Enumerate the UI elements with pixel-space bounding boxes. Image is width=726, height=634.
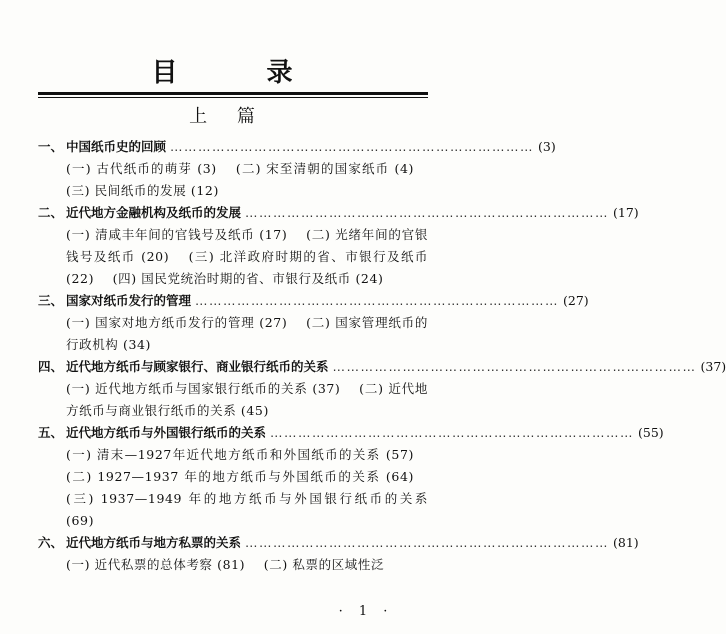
section-title: 国家对纸币发行的管理 <box>66 293 192 308</box>
toc-subsection[interactable]: (三) 1937—1949 年的地方纸币与外国银行纸币的关系 (69) <box>66 491 428 528</box>
toc-subsection[interactable]: (四) 国民党统治时期的省、市银行及纸币 (24) <box>112 271 384 286</box>
toc-subsection[interactable]: (二) 宋至清朝的国家纸币 (4) <box>235 161 414 176</box>
toc-subsections <box>66 158 428 202</box>
section-page: (37) <box>700 359 726 374</box>
toc-subsection[interactable]: (一) 清末—1927年近代地方纸币和外国纸币的关系 (57) <box>66 447 414 462</box>
toc-section[interactable] <box>38 532 639 554</box>
section-page: (27) <box>563 293 589 308</box>
leader-dots: …………………………………………………………………… <box>245 535 610 550</box>
toc-subsection[interactable]: (二) 1927—1937 年的地方纸币与外国纸币的关系 (64) <box>66 469 414 484</box>
toc-section[interactable] <box>38 356 726 378</box>
section-number: 四、 <box>38 359 64 374</box>
title-rule-thin <box>38 97 428 98</box>
toc-subsection[interactable]: (一) 古代纸币的萌芽 (3) <box>66 161 217 176</box>
leader-dots: …………………………………………………………………… <box>195 293 560 308</box>
table-of-contents <box>38 136 726 576</box>
section-number: 二、 <box>38 205 64 220</box>
toc-subsection[interactable]: (三) 北洋政府时期的省、市银行及纸币 (22) <box>66 249 428 286</box>
section-number: 五、 <box>38 425 64 440</box>
toc-section[interactable] <box>38 290 589 312</box>
toc-subsection[interactable]: (三) 民间纸币的发展 (12) <box>66 183 219 198</box>
toc-subsection[interactable]: (二) 近代地方纸币与商业银行纸币的关系 (45) <box>66 381 428 418</box>
toc-section[interactable] <box>38 202 639 224</box>
section-page: (55) <box>638 425 664 440</box>
toc-subsections <box>66 312 428 356</box>
section-title: 近代地方纸币与地方私票的关系 <box>66 535 242 550</box>
leader-dots: …………………………………………………………………… <box>245 205 610 220</box>
toc-subsection[interactable]: (一) 近代私票的总体考察 (81) <box>66 557 246 572</box>
toc-subsection[interactable]: (一) 清咸丰年间的官钱号及纸币 (17) <box>66 227 288 242</box>
section-page: (17) <box>613 205 639 220</box>
section-page: (81) <box>613 535 639 550</box>
section-number: 六、 <box>38 535 64 550</box>
toc-subsections <box>66 224 428 290</box>
section-title: 中国纸币史的回顾 <box>66 139 167 154</box>
toc-subsection[interactable]: (二) 私票的区域性泛 <box>263 557 385 572</box>
section-page: (3) <box>538 139 556 154</box>
part-heading: 上 篇 <box>189 106 267 127</box>
toc-subsections <box>66 554 428 576</box>
toc-subsection[interactable]: (一) 国家对地方纸币发行的管理 (27) <box>66 315 288 330</box>
title-rule-thick <box>38 92 428 95</box>
section-title: 近代地方纸币与外国银行纸币的关系 <box>66 425 267 440</box>
leader-dots: …………………………………………………………………… <box>332 359 697 374</box>
toc-subsection[interactable]: (二) 国家管理纸币的行政机构 (34) <box>66 315 429 352</box>
section-title: 近代地方金融机构及纸币的发展 <box>66 205 242 220</box>
section-number: 三、 <box>38 293 64 308</box>
leader-dots: …………………………………………………………………… <box>170 139 535 154</box>
page-title: 目 录 <box>151 58 333 88</box>
section-title: 近代地方纸币与顾家银行、商业银行纸币的关系 <box>66 359 329 374</box>
toc-subsections <box>66 444 428 532</box>
section-number: 一、 <box>38 139 64 154</box>
toc-section[interactable] <box>38 422 664 444</box>
page-number: · 1 · <box>338 604 394 619</box>
leader-dots: …………………………………………………………………… <box>270 425 635 440</box>
toc-subsections <box>66 378 428 422</box>
toc-subsection[interactable]: (二) 光绪年间的官银钱号及纸币 (20) <box>66 227 429 264</box>
toc-subsection[interactable]: (一) 近代地方纸币与国家银行纸币的关系 (37) <box>66 381 341 396</box>
toc-section[interactable] <box>38 136 556 158</box>
